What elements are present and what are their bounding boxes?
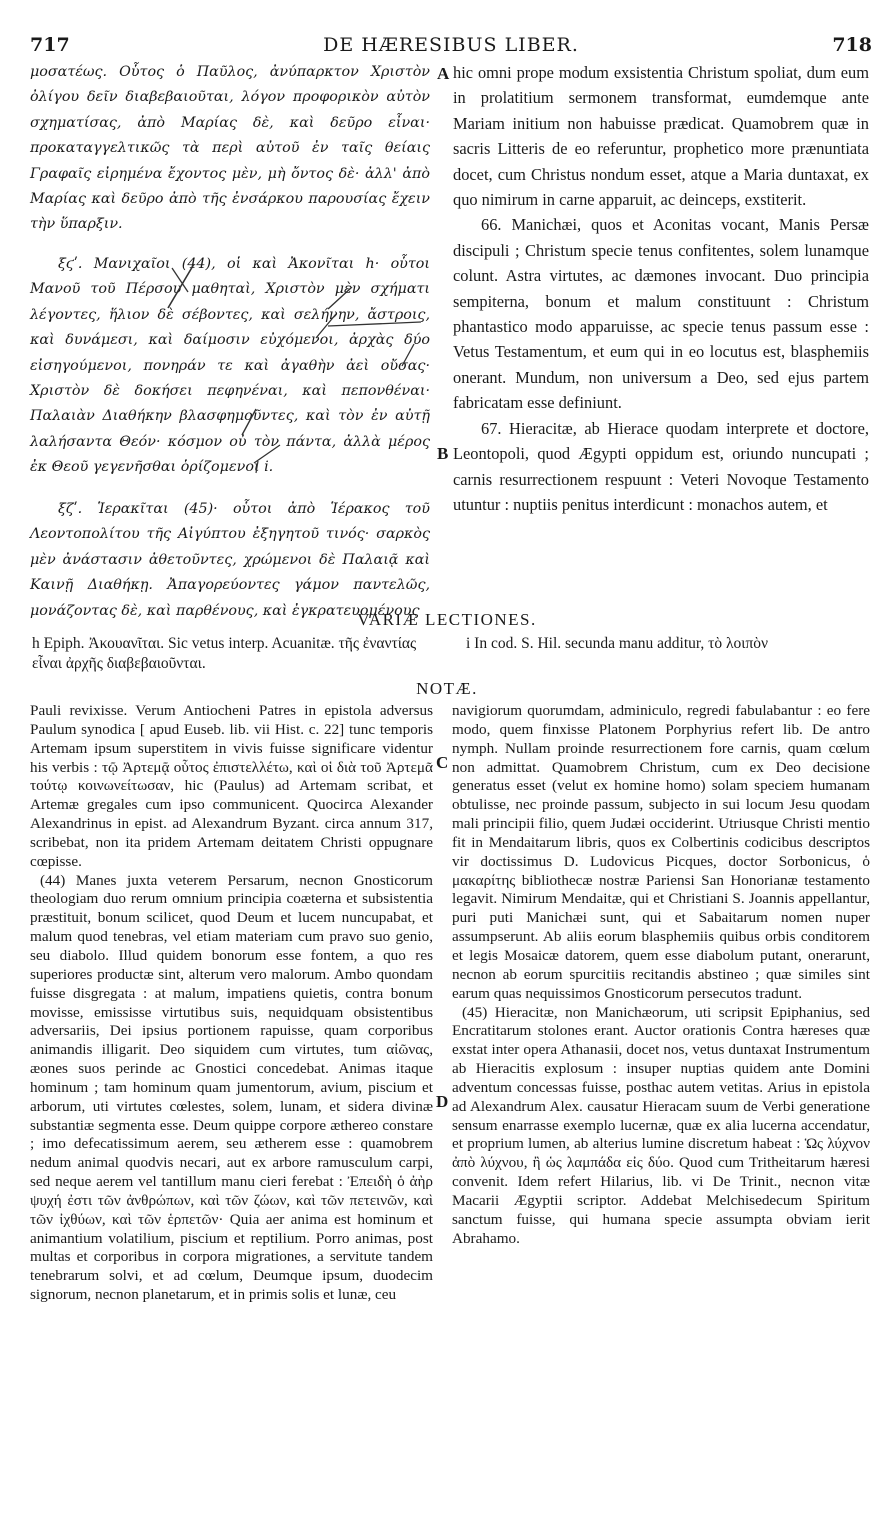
margin-letter-b: B — [437, 444, 449, 463]
notae-title: NOTÆ. — [416, 679, 478, 698]
margin-letter-a: A — [437, 64, 450, 83]
pen-annotation-underline-icon — [306, 310, 426, 370]
latin-paragraph-hieracitae: 67. Hieracitæ, ab Hierace quodam interprete et doctore, Leontopoli, quod Ægypti oppidum est, oriundo nuncupati ; carnis resurrectionem respuunt : Veteri Novoque Testamento utuntur : nuptiis penitus interdicunt : monachos autem, et — [453, 418, 869, 514]
latin-column — [453, 60, 869, 517]
note-paragraph: navigiorum quorumdam, adminiculo, regredi fabulabantur : eo fere modo, quem finxisse Platonem Porphyrius refert lib. De antro nymph. Nullam proinde resurrectionem fore carnis, quam cœlum non admittat. Quamobrem Christum, cum ex Deo decisione generatus esset (velut ex homine homo) solam speciem humanam obtulisse, nec proinde passum, subjecto in sui locum Jesu quodam mali principii filio, quem Judæi occiderint. Utriusque Christi mentio fit in Mendaitarum libris, quos ex Colbertinis codicibus descriptos vir doctissimus D. Ludovicus Picques, doctor Sorbonicus, ὁ μακαρίτης bibliothecæ nostræ Pariensi San Honorianæ testamento legavit. Nimirum Mendaitæ, qui et Christiani S. Joannis appellantur, puri puti Manichæi sunt, qui et Sabaitarum nomen nuper assumpserunt. Ab aliis eorum blasphemiis quibus orbis conditorem et legis Mosaicæ datorem, quem esse diabolum putant, onerarunt, necnon ab eorum spurcitiis recitandis abstineo ; quæ similes sint earum quas nequissimos Gnosticorum persecutos tradunt. — [452, 702, 870, 1002]
greek-paragraph-manichaei: ξϛʹ. Μανιχαῖοι (44), οἱ καὶ Ἀκονῖται h· οὗτοι Μανοῦ τοῦ Πέρσου μαθηταὶ, Χριστὸν μὲν σχήματι λέγοντες, ἥλιον δὲ σέβοντες, καὶ σελήνην, ἄστροις, καὶ δυνάμεσι, καὶ δαίμοσιν εὐχόμενοι, ἀρχὰς δύο εἰσηγούμενοι, πονηράν τε καὶ ἀγαθὴν ἀεὶ οὔσας· Χριστὸν δὲ δοκήσει πεφηνέναι, καὶ πεπονθέναι· Παλαιὰν Διαθήκην βλασφημοῦντες, καὶ τὸν ἐν αὐτῇ λαλήσαντα Θεόν· κόσμον οὐ τὸν πάντα, ἀλλὰ μέρος ἐκ Θεοῦ γεγενῆσθαι ὁρίζομενοι i. — [30, 256, 430, 476]
note-paragraph-44: (44) Manes juxta veterem Persarum, necnon Gnosticorum theologiam duo rerum omnium principia coæterna et subsistentia præstituit, bonum scilicet, quod Deum et lucem nuncupabat, et malum quod tenebras, vel etiam materiam cum pravo suo genio, seu diabolo. Illud quidem bonorum esse fontem, a quo res superiores productæ sint, alterum vero malorum. Ambo quondam fuisse disgregata : at malum, impatiens quietis, contra bonum movisse, emississe virtutibus suis, nequidquam obsistentibus adversariis, Dei ipsius portionem rapuisse, quam corporibus animandis illigarit. Deo siquidem cum virtutes, tum αἰῶνας, æones suos perinde ac Gnostici concedebat. Animas itaque hominum ; tam hominum quam jumentorum, avium, piscium et arborum, uti virtutes cœlestes, solem, lunam, et sidera divinæ substantiæ segmenta esse. Deum quippe corpore æthereo constare ; imo defecatissimum aerem, seu ætherem esse : quamobrem nedum animal quodvis necari, aut ex arbore ramusculum carpi, sed neque aerem vel tantillum manu cieri ferebat : Ἐπειδὴ ὁ ἀὴρ ψυχή ἐστι τῶν ἀνθρώπων, καὶ τῶν ζώων, καὶ τῶν πετεινῶν, καὶ τῶν ἰχθύων, καὶ τῶν ἑρπετῶν· Quia aer anima est hominum et animantium volatilium, piscium et reptilium. Porro animas, post multas et corporibus in corpora migrationes, a servitute tandem tenebrarum solvi, et ad cœlum, Deumque ipsum, duodecim signorum, necnon planetarum, et in primis solis et lunæ, ceu — [30, 871, 433, 1304]
note-paragraph-45: (45) Hieracitæ, non Manichæorum, uti scripsit Epiphanius, sed Encratitarum stolones erant. Auctor orationis Contra hæreses quæ exstat inter opera Athanasii, docet nos, vetus duntaxat Instrumentum ab Hieracitis explosum : insuper nuptias quidem ante Domini adventum concessas fuisse, posthac autem vetitas. Arius in epistola ad Alexandrum Alex. causatur Hieracam suum de Verbi generatione sensum enarrasse exemplo lucernæ, quæ ex alia lucerna accendatur, et proprium lumen, ab alterius lumine discretum habeat : Ὡς λύχνον ἀπὸ λύχνου, ἢ ὡς λαμπάδα εἰς δύο. Quod cum Tritheitarum hæresi convenit. Idem refert Hilarius, lib. vi De Trinit., necnon vitæ Macarii Ægyptii scriptor. Addebat Melchisedecum Spiritum sanctum fuisse, qui humana specie assumpta obviam ierit Abrahamo. — [452, 1003, 870, 1247]
pen-annotation-slash-icon — [160, 262, 200, 310]
margin-letter-c: C — [436, 753, 449, 772]
greek-column-part-1 — [30, 60, 430, 238]
greek-paragraph-hieracitae: ξζʹ. Ἱερακῖται (45)· οὗτοι ἀπὸ Ἱέρακος τοῦ Λεοντοπολίτου τῆς Αἰγύπτου ἐξηγητοῦ τινός· σαρκὸς μὲν ἀνάστασιν ἀθετοῦντες, χρώμενοι δὲ Παλαιᾷ καὶ Καινῇ Διαθήκῃ. Ἀπαγορεύοντες γάμον παντελῶς, μονάζοντας δὲ, καὶ παρθένους, καὶ ἐγκρατευομένους — [30, 501, 430, 619]
greek-paragraph-paulus: μοσατέως. Οὗτος ὁ Παῦλος, ἀνύπαρκτον Χριστὸν ὀλίγου δεῖν διαβεβαιοῦται, λόγον προφορικὸν αὐτὸν σχηματίσας, ἀπὸ Μαρίας δὲ, καὶ δεῦρο εἶναι· προκαταγγελτικῶς τὰ περὶ αὐτοῦ ἐν ταῖς θείαις Γραφαῖς εἰρημένα ἔχοντος μὲν, μὴ ὄντος δὲ· ἀλλ' ἀπὸ Μαρίας καὶ δεῦρο ἀπὸ τῆς ἐνσάρκου παρουσίας ἔχειν τὴν ὕπαρξιν. — [30, 64, 430, 233]
variant-reading-h: h Epiph. Ἀκουανῖται. Sic vetus interp. Acuanitæ. τῆς ἐναντίας εἶναι ἀρχῆς διαβεβαιοῦνται. — [32, 635, 417, 672]
greek-column-part-3 — [30, 497, 430, 624]
margin-letter-d: D — [436, 1092, 449, 1111]
pen-annotation-margin-line-icon — [220, 405, 284, 475]
variae-lectiones-title: VARIÆ LECTIONES. — [357, 610, 537, 629]
latin-paragraph-manichaei: 66. Manichæi, quos et Aconitas vocant, Manis Persæ discipuli ; Christum specie tenus confitentes, solem lunamque colunt. Astra virtutes, ac dæmones invocant. Duo principia sempiterna, bonum et malum constituunt : Christum phantastico modo apparuisse, ac specie tenus passum esse : Vetus Testamentum, et eum qui in eo locutus est, blasphemiis onerant. Mundum, non universum a Deo, sed ejus partem fabricatam esse definiunt. — [453, 215, 869, 413]
page-number-right: 718 — [832, 34, 872, 56]
pen-annotation-stroke-icon — [322, 285, 356, 311]
notes-left-column — [30, 702, 433, 1305]
latin-paragraph-paulus: hic omni prope modum exsistentia Christum spoliat, dum eum in prolatitium sermonem transformat, eumdemque ante Mariam initium non habuisse prædicat. Quamobrem quæ in sacris Litteris de eo referuntur, prophetico more prænuntiata docet, cum Christus nondum esset, atque a Maria duntaxat, ex quo nimirum in carne apparuit, ac deinceps, exstiterit. — [453, 63, 869, 210]
page-number-left: 717 — [30, 34, 70, 56]
page-header — [30, 34, 872, 58]
notes-right-column — [452, 702, 870, 1248]
variant-reading-i: i In cod. S. Hil. secunda manu additur, τὸ λοιπὸν — [466, 635, 769, 652]
running-title: DE HÆRESIBUS LIBER. — [323, 34, 579, 56]
note-paragraph: Pauli revixisse. Verum Antiocheni Patres in epistola adversus Paulum synodica [ apud Euseb. lib. vii Hist. c. 22] tunc temporis Artemam ipsum superstitem in vivis fuisse significare videntur his verbis : τῷ Ἀρτεμᾷ οὗτος ἐπιστελλέτω, καὶ οἱ διὰ τοῦ Ἀρτεμᾶ τούτῳ κοινωνείτωσαν, hic (Paulus) ad Artemam scribat, et Artemæ gregales cum ipso communicent. Quocirca Alexander Alexandrinus in epist. ad Alexandrum Byzant. circa annum 317, scribebat, non ita pridem Artemam deitatem Christi oppugnare cœpisse. — [30, 702, 433, 870]
